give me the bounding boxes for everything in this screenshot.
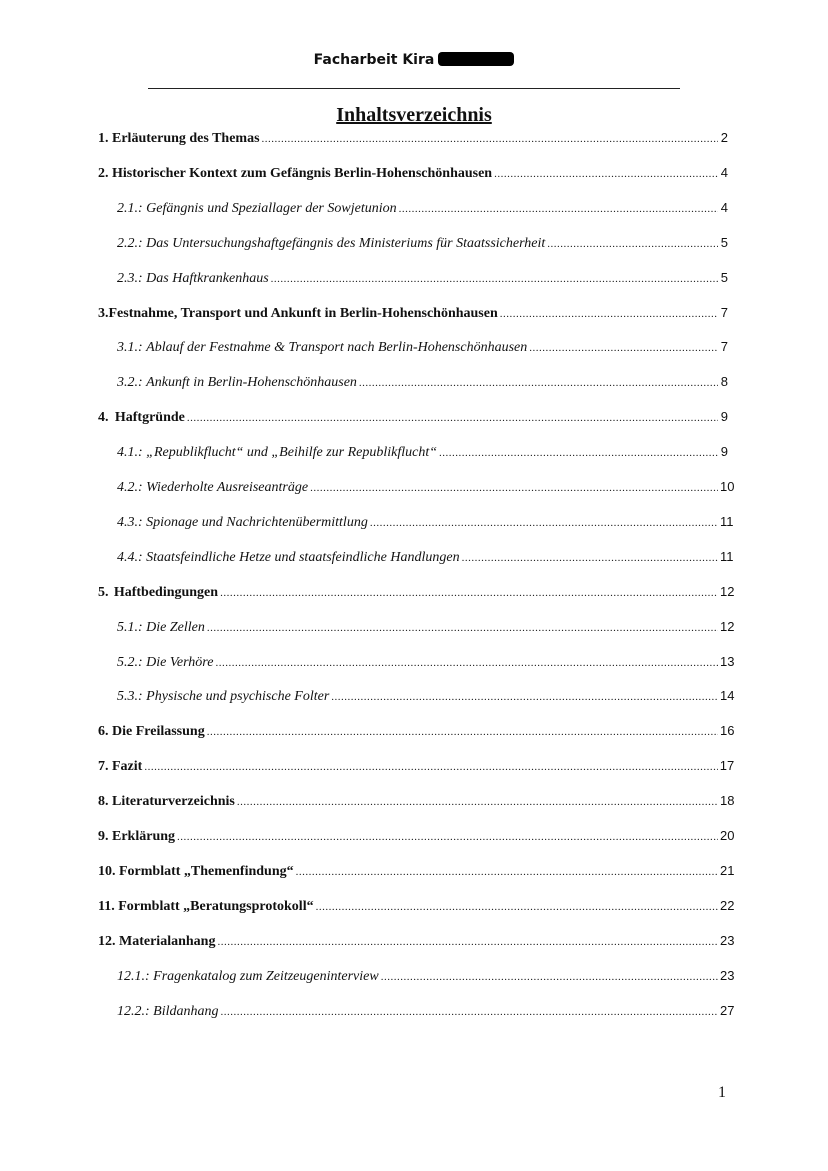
dot-leader [217, 932, 718, 952]
dot-leader [359, 373, 718, 393]
toc-entry [98, 896, 735, 916]
toc-entry-number: 8. [98, 794, 109, 810]
dot-leader [144, 757, 717, 777]
header-title: Facharbeit Kira [313, 52, 435, 68]
toc-entry-label: Materialanhang [119, 933, 216, 949]
dot-leader [529, 338, 718, 358]
toc-entry-label: Literaturverzeichnis [112, 794, 235, 810]
dot-leader [207, 722, 718, 742]
toc-entry-label: Festnahme, Transport und Ankunft in Berlin-Hohenschönhausen [108, 305, 498, 321]
toc-entry [98, 721, 735, 741]
toc-subentry [117, 442, 728, 462]
toc-entry-number: 12.1.: [117, 968, 150, 984]
dot-leader [310, 478, 718, 498]
toc-entry-label: Bildanhang [153, 1003, 219, 1019]
toc-entry-page: 13 [720, 653, 735, 669]
toc-entry-label: Erläuterung des Themas [112, 131, 260, 146]
toc-entry-page: 7 [720, 339, 728, 355]
toc-entry-page: 17 [719, 758, 735, 774]
dot-leader [187, 408, 718, 428]
toc-subentry [117, 372, 728, 392]
toc-entry-number: 4.4.: [117, 549, 143, 565]
toc-entry-page: 11 [720, 513, 734, 529]
toc-entry [98, 756, 735, 776]
dot-leader [494, 164, 718, 184]
toc-entry-number: 7. [98, 759, 109, 775]
toc-entry-page: 20 [720, 828, 735, 843]
toc-entry-label: Formblatt „Beratungsprotokoll“ [118, 898, 314, 914]
toc-entry-label: Gefängnis und Speziallager der Sowjetunion [146, 200, 397, 216]
toc-entry-number: 4.1.: [117, 445, 143, 461]
dot-leader [207, 618, 718, 638]
toc-entry-number: 4.2.: [117, 480, 143, 495]
toc-entry-number: 4. [98, 410, 109, 426]
dot-leader [220, 583, 718, 603]
dot-leader [221, 1002, 718, 1022]
toc-entry-page: 23 [720, 932, 735, 948]
toc-entry-number: 9. [98, 829, 109, 844]
toc-entry-number: 2. [98, 165, 109, 181]
toc-entry [98, 128, 728, 148]
toc-subentry [117, 617, 735, 637]
toc-entry-page: 7 [720, 304, 728, 320]
toc-entry-number: 3.1.: [117, 340, 143, 356]
toc-entry-number: 10. [98, 863, 116, 879]
toc-entry-page: 8 [720, 374, 728, 390]
toc-entry-label: Physische und psychische Folter [146, 689, 330, 705]
toc-entry-label: Die Zellen [146, 619, 205, 635]
toc-entry-label: Ankunft in Berlin-Hohenschönhausen [146, 375, 357, 391]
toc-subentry [117, 337, 728, 357]
dot-leader [316, 897, 718, 917]
toc-entry [98, 826, 735, 846]
dot-leader [439, 443, 718, 463]
toc-entry-number: 5.2.: [117, 654, 143, 670]
toc-entry-label: Das Haftkrankenhaus [146, 270, 269, 286]
toc-entry-label: Fazit [112, 759, 143, 775]
toc-subentry [117, 268, 728, 288]
toc-entry-page: 10 [720, 479, 735, 494]
toc-entry-page: 12 [720, 583, 735, 599]
toc-entry-label: Wiederholte Ausreiseanträge [146, 480, 309, 495]
toc-entry-page: 27 [720, 1002, 735, 1018]
toc-entry-label: Fragenkatalog zum Zeitzeugeninterview [153, 968, 379, 984]
toc-subentry [117, 686, 735, 706]
toc-entry-number: 5.1.: [117, 619, 143, 635]
toc-entry-number: 11. [98, 898, 115, 914]
toc-entry-page: 5 [720, 234, 728, 250]
toc-subentry [117, 1001, 735, 1021]
toc-entry [98, 861, 735, 881]
dot-leader [296, 862, 718, 882]
toc-entry-label: Das Untersuchungshaftgefängnis des Ministeriums für Staatssicherheit [146, 235, 546, 251]
toc-entry-label: Staatsfeindliche Hetze und staatsfeindliche Handlungen [146, 549, 460, 565]
toc-entry-page: 4 [720, 164, 728, 180]
toc-entry-number: 5. [98, 584, 109, 600]
toc-entry-label: Spionage und Nachrichtenübermittlung [146, 514, 368, 530]
toc-title: Inhaltsverzeichnis [336, 104, 492, 126]
toc-entry-page: 9 [720, 409, 728, 425]
toc-entry-page: 5 [720, 269, 728, 285]
dot-leader [237, 792, 718, 812]
toc-entry-page: 9 [720, 444, 728, 460]
toc-entry-page: 2 [720, 130, 728, 145]
toc-subentry [117, 547, 734, 567]
toc-entry-page: 18 [720, 793, 735, 809]
toc-subentry [117, 966, 735, 986]
toc-entry-number: 12.2.: [117, 1003, 150, 1019]
toc-entry-label: Ablauf der Festnahme & Transport nach Berlin-Hohenschönhausen [146, 340, 528, 356]
toc-subentry [117, 652, 735, 672]
document-header [0, 52, 828, 68]
dot-leader [547, 234, 718, 254]
toc-entry-number: 2.2.: [117, 235, 143, 251]
toc-entry-page: 22 [720, 897, 735, 913]
toc-entry-number: 3.2.: [117, 375, 143, 391]
toc-entry-number: 4.3.: [117, 514, 143, 530]
toc-entry-label: „Republikflucht“ und „Beihilfe zur Republikflucht“ [146, 445, 438, 461]
toc-entry-page: 23 [720, 967, 735, 983]
dot-leader [500, 304, 718, 324]
toc-entry-number: 12. [98, 933, 116, 949]
toc-entry-page: 21 [720, 862, 735, 878]
dot-leader [399, 199, 718, 219]
toc-subentry [117, 477, 735, 497]
toc-entry [98, 931, 735, 951]
toc-subentry [117, 512, 734, 532]
dot-leader [331, 687, 718, 707]
dot-leader [370, 513, 718, 533]
toc-entry-page: 12 [720, 618, 735, 634]
toc-entry [98, 407, 728, 427]
toc-entry [98, 791, 735, 811]
toc-entry [98, 582, 735, 602]
toc-entry-page: 14 [720, 688, 735, 704]
toc-entry-label: Historischer Kontext zum Gefängnis Berlin-Hohenschönhausen [112, 165, 493, 181]
toc-entry-label: Die Verhöre [146, 654, 214, 670]
toc-entry [98, 163, 728, 183]
toc-entry-number: 6. [98, 724, 109, 740]
toc-entry-number: 1. [98, 131, 109, 146]
toc-entry-number: 2.3.: [117, 270, 143, 286]
toc-entry-number: 5.3.: [117, 689, 143, 705]
toc-subentry [117, 233, 728, 253]
toc-entry-number: 2.1.: [117, 200, 143, 216]
toc-entry-label: Formblatt „Themenfindung“ [119, 863, 294, 879]
dot-leader [381, 967, 718, 987]
toc-entry-page: 4 [720, 199, 728, 215]
dot-leader [462, 548, 718, 568]
toc-entry-label: Die Freilassung [112, 724, 205, 740]
toc-entry-label: Haftbedingungen [113, 584, 219, 600]
toc-subentry [117, 198, 728, 218]
dot-leader [215, 653, 718, 673]
toc-entry-label: Haftgründe [114, 410, 185, 426]
dot-leader [262, 129, 718, 149]
dot-leader [177, 827, 718, 847]
toc-entry-number: 3. [98, 305, 109, 321]
page-number: 1 [718, 1084, 726, 1101]
header-divider [148, 88, 680, 89]
toc-entry-page: 16 [720, 723, 735, 739]
dot-leader [271, 269, 718, 289]
toc-entry-page: 11 [720, 548, 734, 564]
toc-entry [98, 303, 728, 323]
redacted-surname [438, 52, 514, 66]
toc-entry-label: Erklärung [112, 829, 176, 844]
